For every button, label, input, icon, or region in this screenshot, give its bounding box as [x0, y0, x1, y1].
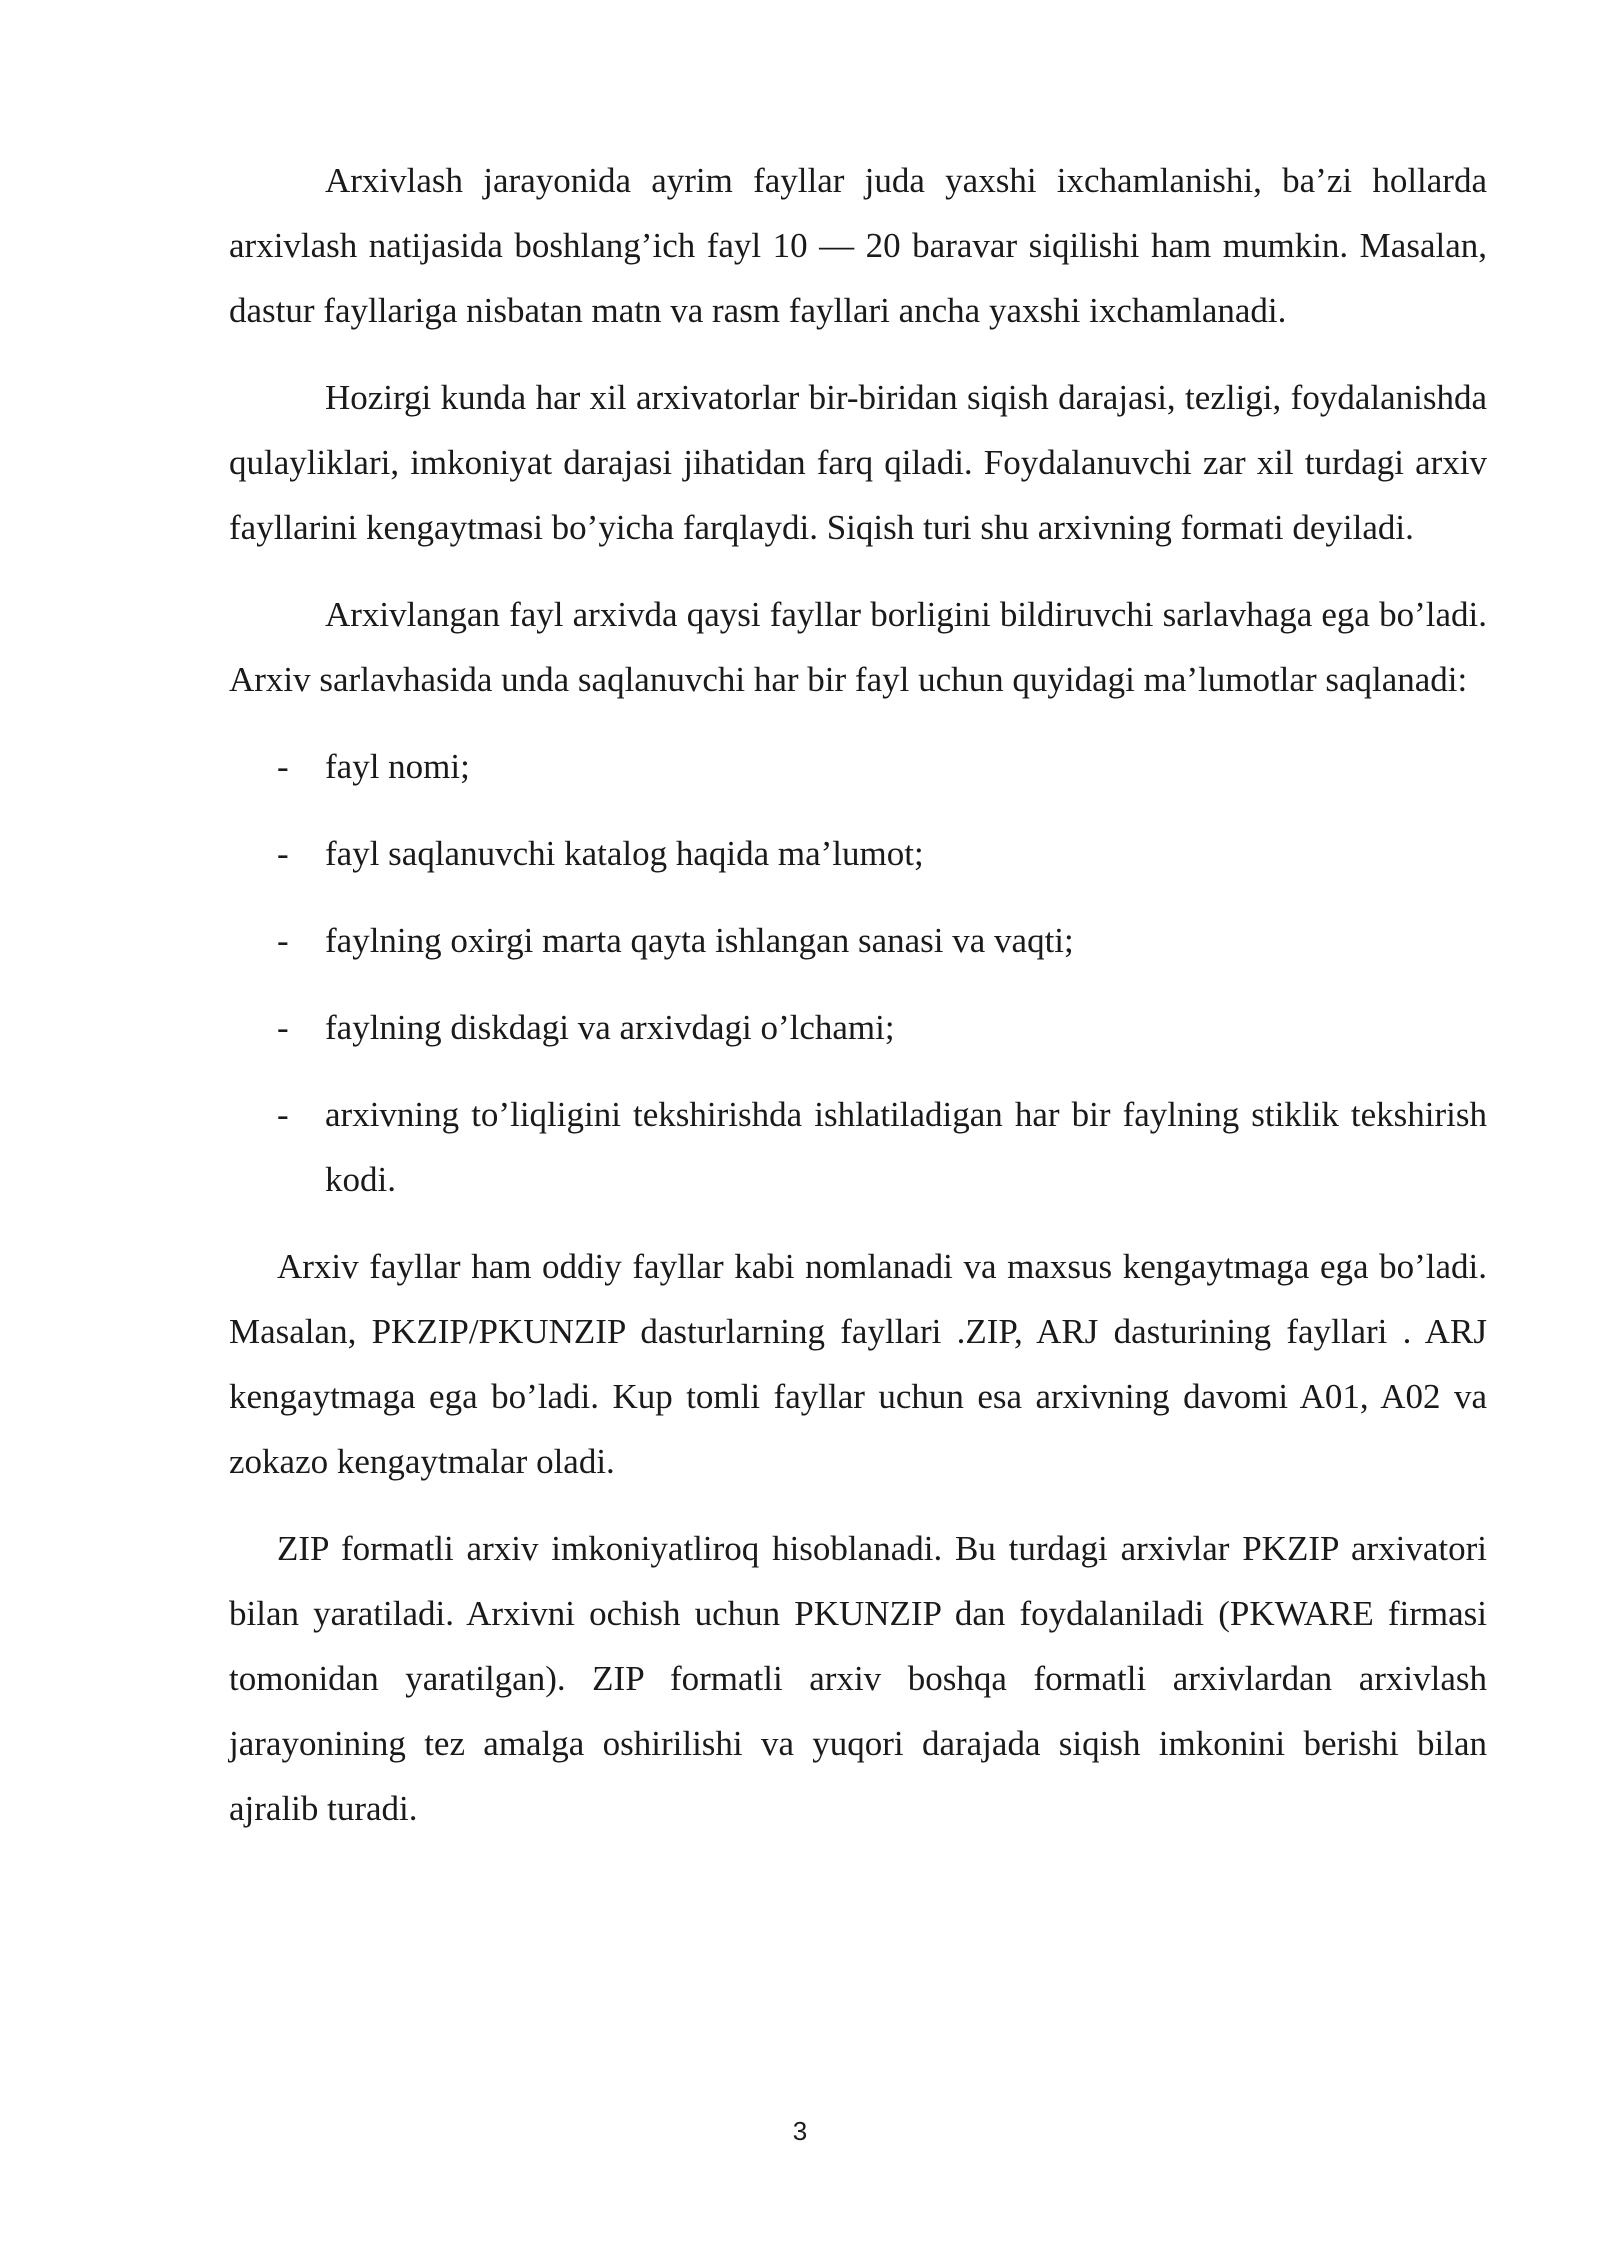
dash-bullet: - [277, 747, 289, 786]
paragraph-archiving-compression: Arxivlash jarayonida ayrim fayllar juda yaxshi ixchamlanishi, ba’zi hollarda arxivlash natijasida boshlang’ich fayl 10 — 20 baravar siqilishi ham mumkin. Masalan, dastur fayllariga nisbatan matn va rasm fayllari ancha yaxshi ixchamlanadi. [229, 161, 1487, 330]
list-item [229, 995, 1487, 1060]
list-item [229, 734, 1487, 799]
list-item [229, 1082, 1487, 1212]
paragraph-archive-naming: Arxiv fayllar ham oddiy fayllar kabi nomlanadi va maxsus kengaytmaga ega bo’ladi. Masalan, PKZIP/PKUNZIP dasturlarning fayllari .ZIP, ARJ dasturining fayllari . ARJ kengaytmaga ega bo’ladi. Kup tomli fayllar uchun esa arxivning davomi A01, A02 va zokazo kengaytmalar oladi. [229, 1247, 1487, 1481]
list-item [229, 908, 1487, 973]
paragraph-zip-format: ZIP formatli arxiv imkoniyatliroq hisoblanadi. Bu turdagi arxivlar PKZIP arxivatori bilan yaratiladi. Arxivni ochish uchun PKUNZIP dan foydalaniladi (PKWARE firmasi tomonidan yaratilgan). ZIP formatli arxiv boshqa formatli arxivlardan arxivlash jarayonining tez amalga oshirilishi va yuqori darajada siqish imkonini berishi bilan ajralib turadi. [229, 1529, 1487, 1828]
dash-bullet: - [277, 1095, 289, 1134]
paragraph-archive-header: Arxivlangan fayl arxivda qaysi fayllar borligini bildiruvchi sarlavhaga ega bo’ladi. Arxiv sarlavhasida unda saqlanuvchi har bir fayl uchun quyidagi ma’lumotlar saqlanadi: [229, 595, 1487, 699]
dash-bullet: - [277, 921, 289, 960]
header-info-list [229, 734, 1487, 1212]
list-item-text: fayl nomi; [325, 747, 470, 786]
paragraph-archivers-differences: Hozirgi kunda har xil arxivatorlar bir-biridan siqish darajasi, tezligi, foydalanishda qulayliklari, imkoniyat darajasi jihatidan farq qiladi. Foydalanuvchi zar xil turdagi arxiv fayllarini kengaytmasi bo’yicha farqlaydi. Siqish turi shu arxivning formati deyiladi. [229, 378, 1487, 547]
dash-bullet: - [277, 834, 289, 873]
list-item [229, 821, 1487, 886]
dash-bullet: - [277, 1008, 289, 1047]
list-item-text: fayl saqlanuvchi katalog haqida ma’lumot; [325, 834, 924, 873]
list-item-text: arxivning to’liqligini tekshirishda ishlatiladigan har bir faylning stiklik tekshirish kodi. [325, 1095, 1487, 1199]
list-item-text: faylning oxirgi marta qayta ishlangan sanasi va vaqti; [325, 921, 1074, 960]
page-number: 3 [792, 2116, 808, 2146]
list-item-text: faylning diskdagi va arxivdagi o’lchami; [325, 1008, 895, 1047]
document-page [229, 148, 1487, 1863]
